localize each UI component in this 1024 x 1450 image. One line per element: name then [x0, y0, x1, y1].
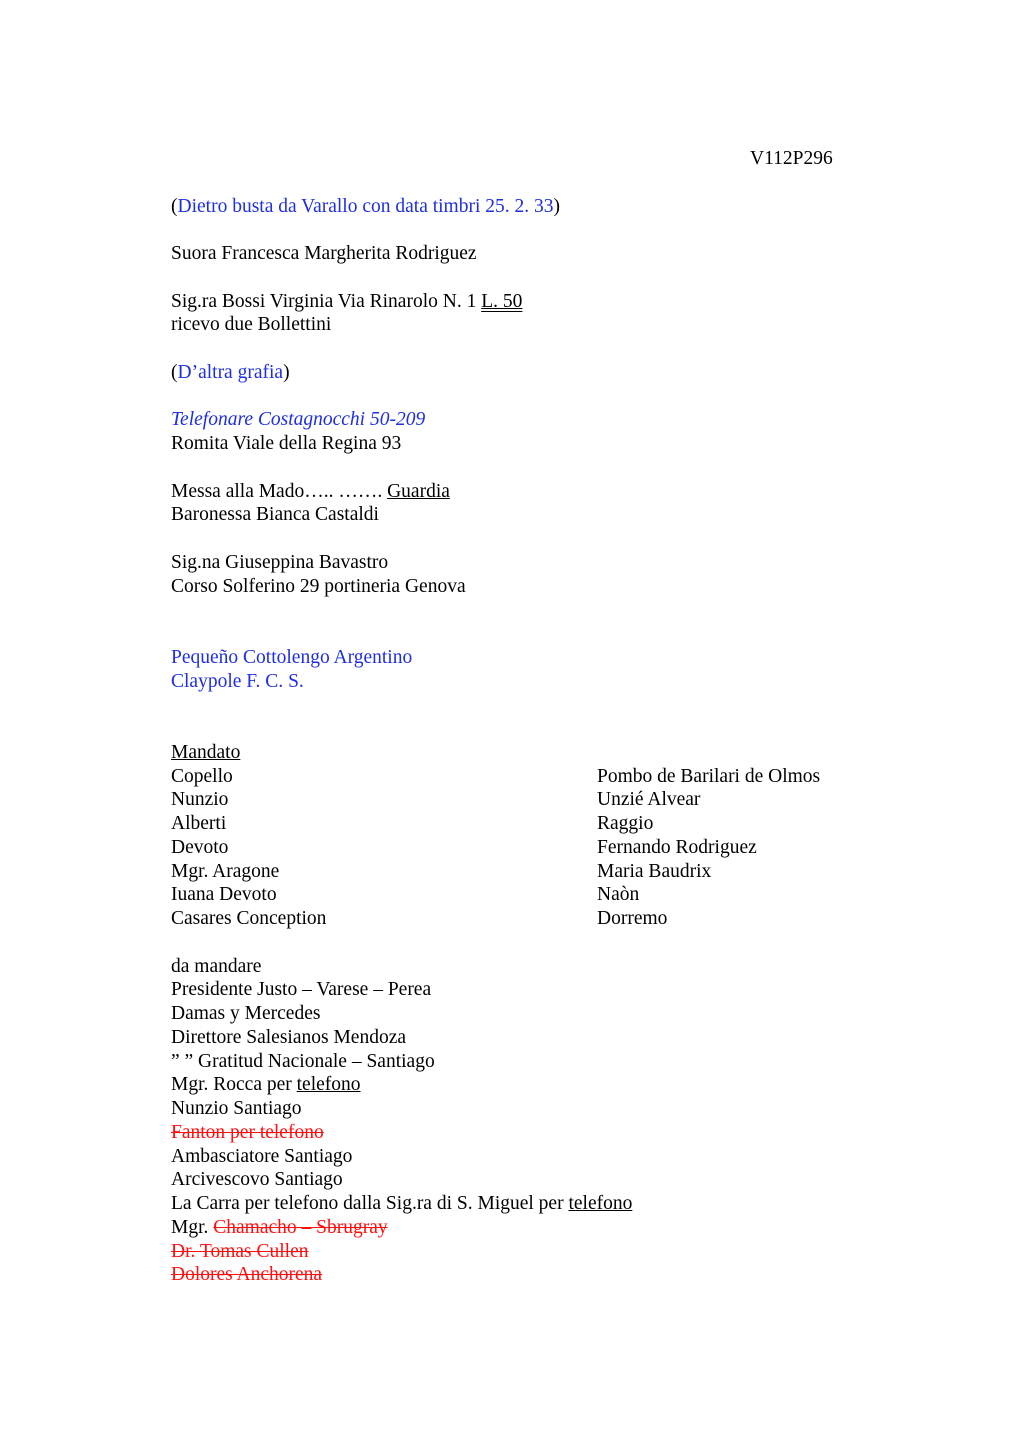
cottolengo-line: Pequeño Cottolengo Argentino: [171, 647, 413, 668]
rocca-text: Mgr. Rocca per: [171, 1074, 297, 1095]
list-item: Ambasciatore Santiago: [171, 1146, 353, 1167]
struck-names: Chamacho – Sbrugray: [213, 1217, 388, 1238]
paren-open: (: [171, 362, 178, 383]
list-item: [171, 1192, 632, 1216]
list-item: Nunzio Santiago: [171, 1098, 302, 1119]
list-item: Damas y Mercedes: [171, 1003, 321, 1024]
paren-close: ): [283, 362, 290, 383]
handwriting-note-text: D’altra grafia: [177, 362, 284, 383]
struck-item: Dolores Anchorena: [171, 1264, 323, 1285]
paren-open: (: [171, 196, 178, 217]
messa-text: Messa alla Mado….. …….: [171, 481, 388, 502]
baronessa-line: Baronessa Bianca Castaldi: [171, 504, 379, 525]
da-mandare-heading: da mandare: [171, 956, 262, 977]
mandato-left-item: Iuana Devoto: [171, 884, 277, 905]
list-item: [171, 1216, 388, 1240]
guardia-word: Guardia: [387, 481, 450, 502]
envelope-note: [171, 195, 560, 219]
bossi-line: [171, 290, 522, 314]
mandato-left-item: Nunzio: [171, 789, 229, 810]
list-item: ” ” Gratitud Nacionale – Santiago: [171, 1051, 435, 1072]
telefonare-line: Telefonare Costagnocchi 50-209: [171, 409, 426, 430]
mandato-right-item: Unzié Alvear: [597, 789, 701, 810]
list-item: [171, 1073, 361, 1097]
bossi-text: Sig.ra Bossi Virginia Via Rinarolo N. 1: [171, 291, 482, 312]
list-item: Presidente Justo – Varese – Perea: [171, 979, 432, 1000]
claypole-line: Claypole F. C. S.: [171, 671, 304, 692]
bavastro-line: Sig.na Giuseppina Bavastro: [171, 552, 389, 573]
name-line: Suora Francesca Margherita Rodriguez: [171, 243, 477, 264]
bollettini-line: ricevo due Bollettini: [171, 314, 332, 335]
handwriting-note: [171, 361, 290, 385]
mandato-left-item: Casares Conception: [171, 908, 327, 929]
mandato-left-item: Copello: [171, 766, 233, 787]
messa-line: [171, 480, 450, 504]
list-item: Direttore Salesianos Mendoza: [171, 1027, 407, 1048]
mandato-right-item: Fernando Rodriguez: [597, 837, 757, 858]
mandato-right-item: Maria Baudrix: [597, 861, 712, 882]
mandato-right-item: Raggio: [597, 813, 654, 834]
romita-line: Romita Viale della Regina 93: [171, 433, 402, 454]
carra-text: La Carra per telefono dalla Sig.ra di S. Miguel per: [171, 1193, 569, 1214]
document-reference: V112P296: [750, 148, 833, 169]
struck-item: Fanton per telefono: [171, 1122, 324, 1143]
paren-close: ): [553, 196, 561, 217]
telefono-word: telefono: [568, 1193, 633, 1214]
mgr-prefix: Mgr.: [171, 1217, 214, 1238]
struck-item: Dr. Tomas Cullen: [171, 1241, 309, 1262]
mandato-left-item: Alberti: [171, 813, 227, 834]
mandato-left-item: Devoto: [171, 837, 229, 858]
mandato-right-item: Dorremo: [597, 908, 668, 929]
mandato-right-item: Naòn: [597, 884, 640, 905]
bavastro-address: Corso Solferino 29 portineria Genova: [171, 576, 466, 597]
telefono-word: telefono: [296, 1074, 361, 1095]
mandato-right-item: Pombo de Barilari de Olmos: [597, 766, 821, 787]
mandato-left-item: Mgr. Aragone: [171, 861, 280, 882]
mandato-heading: Mandato: [171, 742, 241, 763]
list-item: Arcivescovo Santiago: [171, 1169, 343, 1190]
bossi-amount: L. 50: [481, 291, 523, 312]
envelope-note-text: Dietro busta da Varallo con data timbri 25. 2. 33: [177, 196, 554, 217]
